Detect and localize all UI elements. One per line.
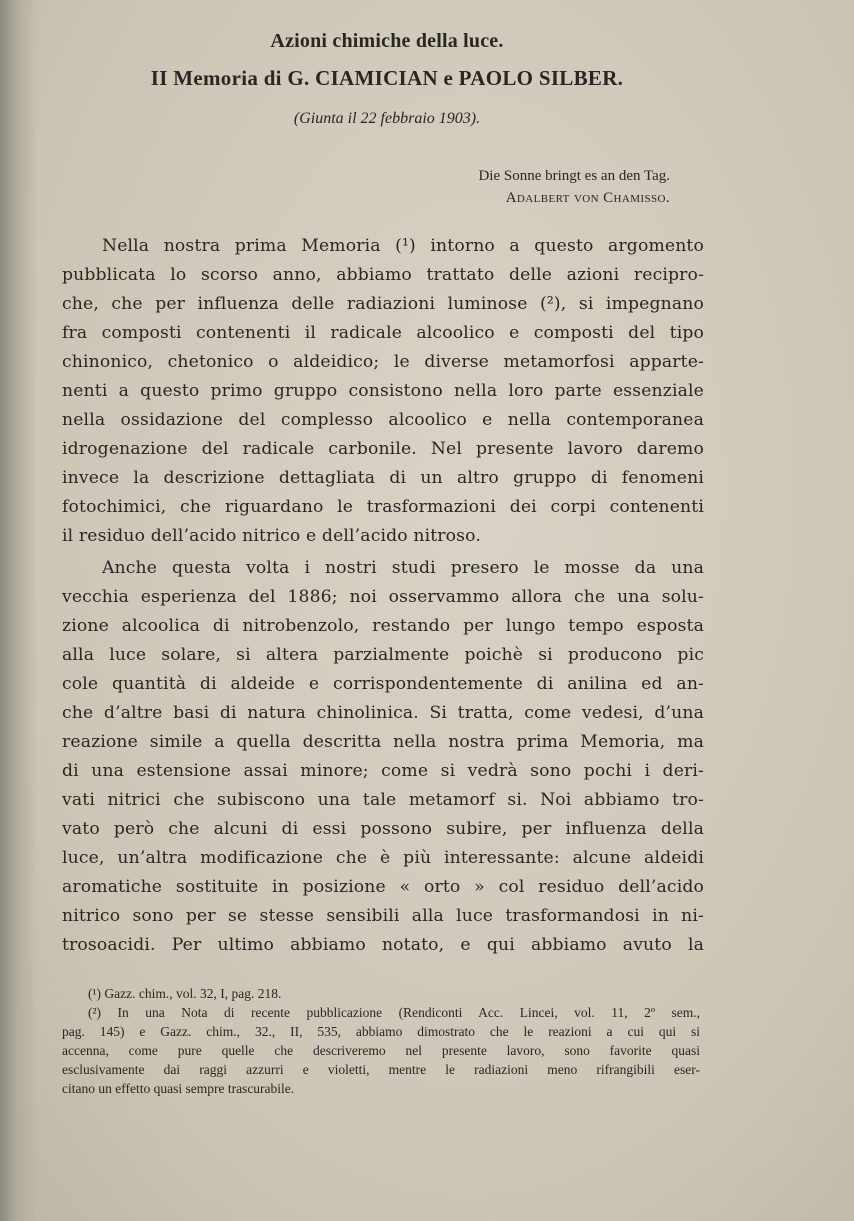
body-line: il residuo dell’acido nitrico e dell’acido nitroso. <box>62 526 481 546</box>
body-line: di una estensione assai minore; come si vedrà sono pochi i deri- <box>62 761 704 781</box>
footnote-2-line: citano un effetto quasi sempre trascurabile. <box>62 1081 295 1096</box>
body-line: nenti a questo primo gruppo consistono nella loro parte essenziale <box>62 381 704 401</box>
body-line: vato però che alcuni di essi possono subire, per influenza della <box>62 819 704 839</box>
article-subtitle: II Memoria di G. CIAMICIAN e PAOLO SILBER. <box>150 66 624 90</box>
body-line: nella ossidazione del complesso alcoolico e nella contemporanea <box>62 410 704 430</box>
body-line: aromatiche sostituite in posizione « orto » col residuo dell’acido <box>62 877 704 897</box>
received-date: (Giunta il 22 febbraio 1903). <box>293 110 481 127</box>
body-line: luce, un’altra modificazione che è più interessante: alcune aldeidi <box>62 848 704 868</box>
body-line: che d’altre basi di natura chinolinica. Si tratta, come vedesi, d’una <box>62 703 704 723</box>
body-line: vecchia esperienza del 1886; noi osservammo allora che una solu- <box>62 587 704 607</box>
footnote-2-line: pag. 145) e Gazz. chim., 32., II, 535, abbiamo dimostrato che le reazioni a cui qui si <box>62 1024 700 1039</box>
body-line: Anche questa volta i nostri studi presero le mosse da una <box>102 558 704 578</box>
page-spine-shadow <box>0 0 38 1221</box>
footnote-1: (¹) Gazz. chim., vol. 32, I, pag. 218. <box>88 986 282 1001</box>
footnote-2-line: accenna, come pure quelle che descriveremo nel presente lavoro, sono favorite quasi <box>62 1043 700 1058</box>
footnote-2-line: esclusivamente dai raggi azzurri e violetti, mentre le radiazioni meno rifrangibili eser- <box>62 1062 700 1077</box>
body-line: fra composti contenenti il radicale alcoolico e composti del tipo <box>62 323 704 343</box>
footnote-2: (²) In una Nota di recente pubblicazione (Rendiconti Acc. Lincei, vol. 11, 2º sem., <box>88 1005 700 1020</box>
body-line: trosoacidi. Per ultimo abbiamo notato, e qui abbiamo avuto la <box>62 935 704 955</box>
body-line: chinonico, chetonico o aldeidico; le diverse metamorfosi apparte- <box>62 352 704 372</box>
body-line: invece la descrizione dettagliata di un altro gruppo di fenomeni <box>62 468 704 488</box>
body-line: cole quantità di aldeide e corrispondentemente di anilina ed an- <box>62 674 704 694</box>
body-line: reazione simile a quella descritta nella nostra prima Memoria, ma <box>62 732 704 752</box>
body-line: zione alcoolica di nitrobenzolo, restando per lungo tempo esposta <box>62 616 704 636</box>
body-line: fotochimici, che riguardano le trasformazioni dei corpi contenenti <box>62 497 704 517</box>
body-line: che, che per influenza delle radiazioni luminose (²), si impegnano <box>62 294 704 314</box>
body-line: Nella nostra prima Memoria (¹) intorno a questo argomento <box>102 236 704 256</box>
body-line: idrogenazione del radicale carbonile. Nel presente lavoro daremo <box>62 439 704 459</box>
epigraph-author: Adalbert von Chamisso. <box>505 190 670 206</box>
body-line: pubblicata lo scorso anno, abbiamo trattato delle azioni recipro- <box>62 265 704 285</box>
body-line: nitrico sono per se stesse sensibili alla luce trasformandosi in ni- <box>62 906 704 926</box>
article-title: Azioni chimiche della luce. <box>270 30 504 52</box>
epigraph-quote: Die Sonne bringt es an den Tag. <box>478 168 670 184</box>
body-line: vati nitrici che subiscono una tale metamorf si. Noi abbiamo tro- <box>62 790 704 810</box>
body-line: alla luce solare, si altera parzialmente poichè si producono pic <box>62 645 704 665</box>
